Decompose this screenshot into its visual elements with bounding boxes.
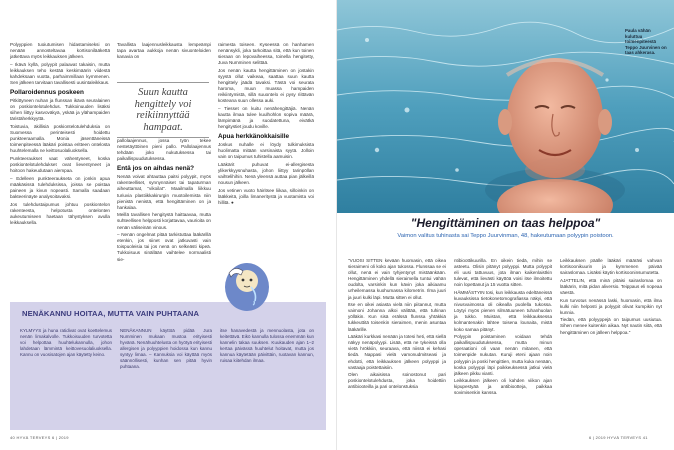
paragraph: Leikkauksen jälkeen oli kahden viikon ajan kipupestyää ja antibiootteja, paikkaa sovimisenkin kanssa. xyxy=(454,378,552,396)
info-box-title: NENÄKANNU HOITAA, MUTTA VAIN PUHTAANA xyxy=(22,309,200,318)
page-footer-right: 6 | 2019 HYVÄ TERVEYS 41 xyxy=(589,435,648,440)
paragraph: Lääkäri kurkkasi nenään ja totesi heti, että siellä näkyy nenäpolyypi. Lisää, että ne tykeissä olla vietä hrökkiin, seuraava, että niissä ei kehasi tiedä. Nappasi vielä vamonudmitseasi ja ehdotti, että leikkauksen jälkeen polyyppi ja vastaaja poistettaisiin. xyxy=(348,334,446,370)
paragraph: Nenää voivat ahtauttaa paitsi polyypit, myös rakenteelliset, synnynnäiset tai tapaturman aiheuttamat, "vikoilat". Maailmalla liikkuu turiuvia plastiikkakirurgin muotoilemista niin pienistä nenistä, että hengittäminen on ja hankalaa. xyxy=(117,174,211,210)
col1-paras1 xyxy=(10,42,110,86)
info-box-column-2 xyxy=(120,328,212,370)
info-box-column-3 xyxy=(220,328,314,364)
paragraph: NENÄKANNUN käyttöä pidää Jura Numminen mukaan mustoa erityisesti hyvänä. Nenähuuhtelusta on hyötyä erityisesti allergisen ja polyyppien hoidossa kun kannu syntyy limaa. – Kannuksia voi käyttää myös säännöllisesti, kunhan sen pitää hyvin puhtaana. xyxy=(120,328,212,369)
hero-photo xyxy=(337,0,674,213)
right-column-2 xyxy=(454,258,552,430)
paragraph: Punkteeraukset vaat vähentyneet, koska poskiontelotulehdukset ovat lieventyneet ja hoitoon hakeudutaan aiempaa. xyxy=(10,155,110,174)
paragraph: Jos vetinen vuoto häiritsee liikaa, silloinkin on lääkkeitä, joilla limaneritystä ja vuotamista voi hillitä. ● xyxy=(218,187,314,206)
article-headline: "Hengittäminen on taas helppoa" xyxy=(410,216,601,230)
paragraph: – Nenän ongelmat pitää tarkistuttaa lääkärillä etenkin, jos siinet ovat jatkuvasti vain toispuoleisia tai jos nenä on selkeästi kipeä. Tukkoisuus sinällään vaihtelee normaalisti sie- xyxy=(117,232,211,262)
paragraph: raimesta toiseen. Kyseessä on hanhamen nenänsykli, joka tarkoittaa sitä, että kun toinen sieraan on lepovaiheessa, toinella hengitetty, Juva Numminen selittää. xyxy=(218,42,314,66)
paragraph: Olen aikaisissa soinostonut pari poskiontelotulehdusta, joka hoidettiin antibiooteilla ja pari ontelonstuksia xyxy=(348,372,446,390)
pull-quote: Suun kautta hengittely voi reikiinnyttää hampaat. xyxy=(117,82,209,138)
paragraph: Lääkärit puhuvat ei-allergisesta ylikerkkyysnuhasta, johon liittyy tarinpöllan vaihtelihihin. Nenä yleensä auttaa pian jälkeillä nousun jälkeen. xyxy=(218,162,314,186)
section-heading: Entä jos on aihdas nenä? xyxy=(117,164,195,172)
section-heading: Pollaroidennus poskeen xyxy=(10,88,84,96)
paragraph: Tavallista laajennusleikkausta lempeämpi tapa avartaa aukkoja nenän sivuonteloiden kanavia on xyxy=(117,42,211,60)
photo-caption: Paula vähän kuluttuu toimenpiteestä Teppo Juurvinen on taas ahkerasa. xyxy=(625,28,667,56)
right-column-3 xyxy=(560,258,662,430)
paragraph: Joskus nuhalle ei löydy tulkimuksista huolimatta mitään varsinaista syytä. Jolloin vain on taipumus tuhistella aamuisin. xyxy=(218,142,314,160)
page-footer-left: 40 HYVÄ TERVEYS 6 | 2019 xyxy=(10,435,69,440)
paragraph: Itse en oikei asiasta vielä niin piitannut, mutta vaimoni Johanna alkoi välittää, että tuhinan yölläkin. Kun sisä erälssä flunssa yhtäkkiä tukkeuttitä toisenkin sieraimen, menin asuntaa lääkärille. xyxy=(348,302,446,332)
paragraph: Meillä tavallisen hengitystä haittaavaa, mutta suhteellisen helpposti korjattavaa, vaurioita on nenän väliseinän vinous. xyxy=(117,212,211,230)
paragraph: Tiedän, että polyyppejä on taipumus uusiutua. Sihen menee kuitenkin aikaa. Nyt nautin siitä, että hengittäminen on jälleen helppoa." xyxy=(560,317,662,335)
paragraph: HÄMMÄSTYIN tosi, kun leikkausta edeltäneissä kuvauksissa tietokonetomografiassa näkyi, että nivusvaimossa oli oikealla puolella tukossa. Löytyi myös pienen silmätuuneen tuhanhuolan ja tukko. Muistan, että leikkauksessa kolmantenakin lähtee toisena lounaita, mistä koko samaa pitänyt. xyxy=(454,289,552,332)
left-column-3 xyxy=(218,42,314,252)
paragraph: itse hanavedestä ja mennuolasta, jota on keitettävä. Eikö kannulla tulossa enemmän kun kannelin takaa suuksen. Kuukauden ajan 1–2 kertaa päivässä huuhtelut hoitavat, mutta jos kannua käytetään päivittäin, ruotavan kannun, ruisaa kiitehdan ilmaa. xyxy=(220,328,314,363)
col1-paras2 xyxy=(10,98,110,226)
paragraph: Polyyppien tuoiutumisen hidastamiseksi on nenään annosteltavaa kortisonilääkettä jatkettava myös leikkauksen jälkeen. xyxy=(10,42,110,60)
info-box-column-1 xyxy=(20,328,112,358)
paragraph: Kun turvotus nenässä laski, huomasin, että ilma kulki niin helposti ja polyypit olivat kumpikin nyt kunnia. xyxy=(560,297,662,315)
paragraph: Jos tulehdustaipumus johtuu poskiontelon rakenteesta, helpotusta ontelonten aukeutumiseen haetaan tähystyksen avulla leikkauksella. xyxy=(10,201,110,225)
paragraph: – Edelleen punkteeraukseta on jonkin apua määkäsissä tulehduksissa, joissa se poistaa paineen ja kivun nopeasti. Samalla saadaan bakteerinäyte analysoitavaksi. xyxy=(10,175,110,199)
paragraph: "VUOSI SITTEN kevään huomasin, että oikea sieraimeni oli koko ajan tukossa. Flunssaa se ei ollut, nenä ei vain tyhjentynyt mistäänkään. Hengittäminen yhdellä sieraimella tuntui vähän oudolta, varsinkin kun kävin joka aikiaamu urheilemassa kuohumassa kilometrin. Ilma juuri ja juuri kulki läpi. Mutta sitten ei ollut. xyxy=(348,258,446,300)
nasal-rinse-illustration xyxy=(221,257,273,313)
left-column-2-top xyxy=(117,42,211,78)
paragraph: – Tiesset on kuitu nenähengittäjiä. Nenän kautta ilmaa tulee kuulhohlon sopiva määrä, lämpimänä ja suodatettuna, eivätkä hengitystiet joudu koville. xyxy=(218,105,314,130)
paragraph: Jos nenän kautta hengittäminen on jostakin syystä ollut vaikeaa, saattaa suun kautta hengittely jäädä tavaksi. Tästä voi seurata haroma, muun muassa hampaiden reikiintymistä, sillä suuontelo ei pysy riittävän kosteana suun ollessa auki. xyxy=(218,67,314,104)
paragraph: Leikkauksen päälle lääkäri määräsi vahvan kortisoonikuurin ja kymmenen päivää sairaslomaa. Lisäksi käytin kortisooninsumutetta. xyxy=(560,258,662,276)
paragraph: ntibioottikuurilla. En oikein tiedä, mihin se asteetu. Olisin pitänyt polyyppi. Mutta polyypit eli uusi tattuvuus, jota ilman kaikenlaistkin tulevat, että lievästi käyttöä voisi itse ilmoitettu noin lopettanut ja 15 vuotta sitten. xyxy=(454,258,552,288)
left-column-1 xyxy=(10,42,110,292)
right-column-1 xyxy=(348,258,446,430)
paragraph: Toistuvia, äkillisiä poskiontelotulehduksia on Suomessa perinteisesti hoidettu punkteeraamalla. Monia jäsenttäneissä toimenpiteessä lääkäri poistaa eritteen ontelosta huuhtelemalla ne keittosuolaliuoksella. xyxy=(10,123,110,154)
paragraph: AJATTELIN, että minä pitäisi sairaslomaa on lääkärin, mitä pidan aliversio. Teippaus eli nopeaa väestä. xyxy=(560,277,662,295)
right-page xyxy=(337,0,674,450)
paragraph: KYLMYYS ja huna ratidivat ovat koettelemus nenän limakalvolle. Tukkoisuuden turvotetta voi helpottaa huuhtelukannulla, johon lahdetaan lämmintä keittovesuolaliuoksella. Kannu on vuosisatojen ajan käytetty keino. xyxy=(20,328,112,357)
section-heading: Apua herkkänokkaisille xyxy=(218,132,290,140)
paragraph: Polyypin poistaminen voidaan tehdä paikallispuudutuksessa, mutta minun operaationi oli vaan nenän mitanen, että toimenpide nukutan. Kuruji eteni ajaan noin polyypin ja poski hengittien, mutta kuka nenään, koska polyyppi läpi poikkeuksessä jatkui vielä jälkeen pikku vianti. xyxy=(454,334,552,376)
left-column-2-bottom xyxy=(117,138,211,296)
paragraph: Pitkittyneen nuhan ja flunssan ikävä seuralainen on poskiontelotulehdus. Tukkoinuuden lisäksi siihen liittyy kasvoväkyä, yskää ja ylähampaiden täristäherkkyyttä. xyxy=(10,98,110,122)
article-subhead: Vaimon valitus tuhinasta sai Teppo Juurvinman, 48, hakeutumaan polyypin poistoon. xyxy=(397,233,614,239)
paragraph: pallolaajennus, jossa työn tekee nestetäyttöinen pieni pallo. Pallolaajennus tehdään joko nukutuksessa tai paikallispuudutuksessa. xyxy=(117,138,211,162)
paragraph: – Ikävä kyllä, polyypit palaavat takaisin, mutta leikkauksen teho kestää keskimäärin viidestä kahdeksaan vuotta, parhaimmillaan kymmenen. Sen jälkeen tarvitaan tavallisesti uusintaleikkaus. xyxy=(10,61,110,86)
